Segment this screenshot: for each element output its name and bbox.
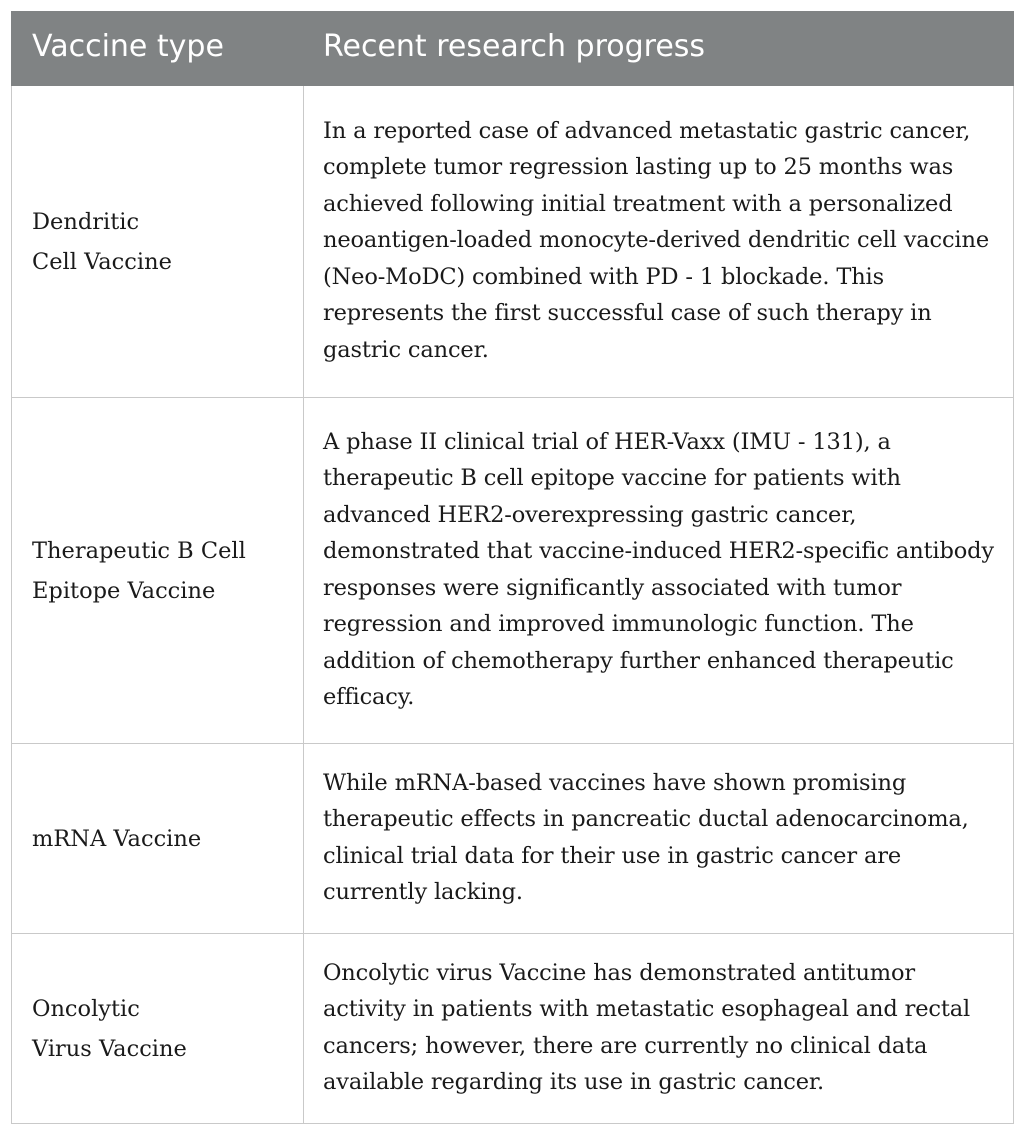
- table-row: [12, 934, 1014, 1124]
- table-header: [12, 12, 1014, 86]
- table-row: [12, 398, 1014, 744]
- header-research-progress: Recent research progress: [304, 12, 1014, 86]
- table-row: [12, 86, 1014, 398]
- vaccine-type-cell: [12, 934, 304, 1124]
- vaccine-table: [11, 11, 1014, 1124]
- vaccine-type-text: Dendritic Cell Vaccine: [32, 208, 172, 275]
- vaccine-type-text: mRNA Vaccine: [32, 825, 202, 852]
- vaccine-type-cell: [12, 86, 304, 398]
- research-progress-cell: In a reported case of advanced metastatic gastric cancer, complete tumor regression lasting up to 25 months was achieved following initial treatment with a personalized neoantigen-loaded monocyte-derived dendritic cell vaccine (Neo-MoDC) combined with PD - 1 blockade. This represents the first successful case of such therapy in gastric cancer.: [304, 86, 1014, 398]
- table-body: [12, 86, 1014, 1124]
- vaccine-type-cell: [12, 398, 304, 744]
- header-row: [12, 12, 1014, 86]
- research-progress-cell: While mRNA-based vaccines have shown promising therapeutic effects in pancreatic ductal adenocarcinoma, clinical trial data for their use in gastric cancer are currently lacking.: [304, 744, 1014, 934]
- vaccine-type-text: Therapeutic B Cell Epitope Vaccine: [32, 537, 246, 604]
- vaccine-type-cell: [12, 744, 304, 934]
- research-progress-cell: Oncolytic virus Vaccine has demonstrated antitumor activity in patients with metastatic esophageal and rectal cancers; however, there are currently no clinical data available regarding its use in gastric cancer.: [304, 934, 1014, 1124]
- research-progress-cell: A phase II clinical trial of HER-Vaxx (IMU - 131), a therapeutic B cell epitope vaccine for patients with advanced HER2-overexpressing gastric cancer, demonstrated that vaccine-induced HER2-specific antibody responses were significantly associated with tumor regression and improved immunologic function. The addition of chemotherapy further enhanced therapeutic efficacy.: [304, 398, 1014, 744]
- table-row: [12, 744, 1014, 934]
- vaccine-type-text: Oncolytic Virus Vaccine: [32, 995, 187, 1062]
- header-vaccine-type: Vaccine type: [12, 12, 304, 86]
